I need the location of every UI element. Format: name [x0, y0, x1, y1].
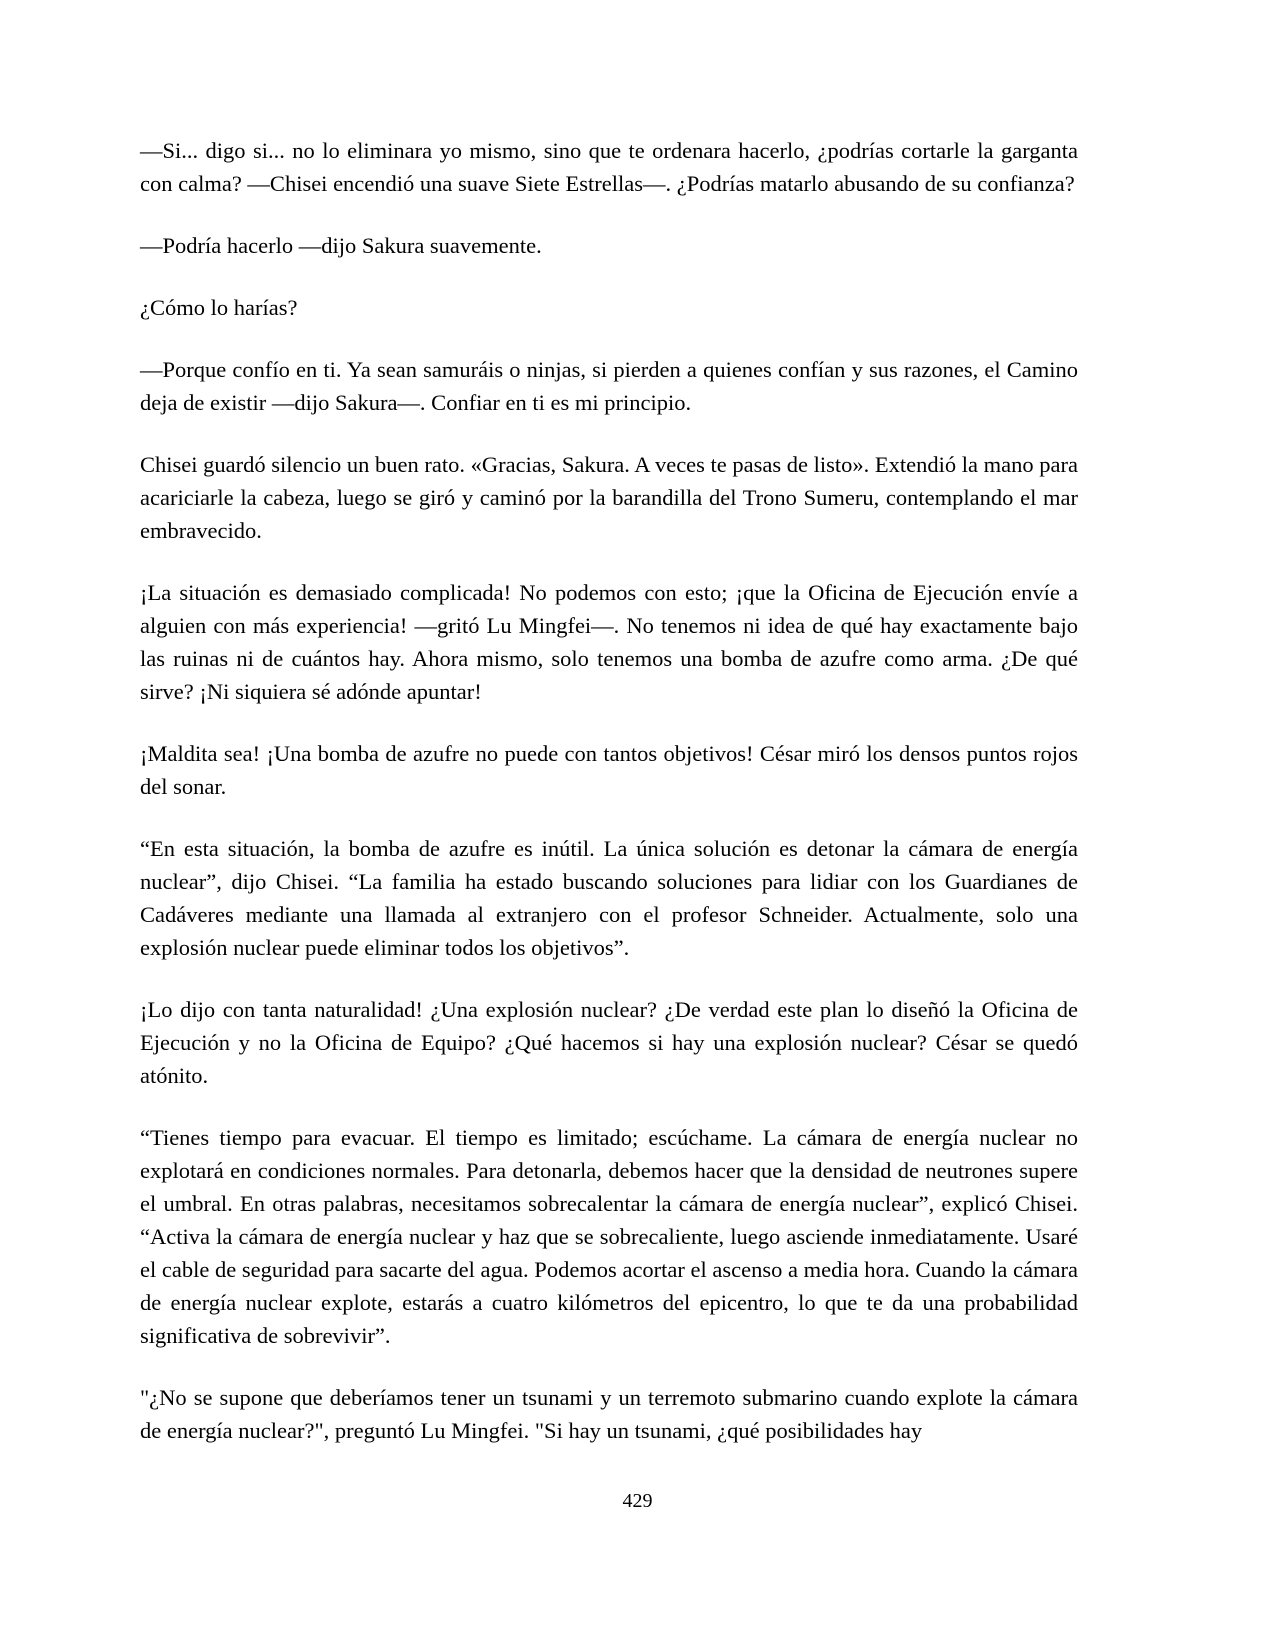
paragraph: "¿No se supone que deberíamos tener un tsunami y un terremoto submarino cuando explote la cámara de energía nuclear?", preguntó Lu Mingfei. "Si hay un tsunami, ¿qué posibilidades hay [140, 1385, 1078, 1443]
paragraph: —Podría hacerlo —dijo Sakura suavemente. [140, 233, 542, 258]
paragraph: Chisei guardó silencio un buen rato. «Gracias, Sakura. A veces te pasas de listo». Extendió la mano para acariciarle la cabeza, luego se giró y caminó por la barandilla del Trono Sumeru, contemplando el mar embravecido. [140, 452, 1078, 543]
page-number: 429 [622, 1490, 653, 1512]
paragraph: —Si... digo si... no lo eliminara yo mismo, sino que te ordenara hacerlo, ¿podrías cortarle la garganta con calma? —Chisei encendió una suave Siete Estrellas—. ¿Podrías matarlo abusando de su confianza? [140, 138, 1078, 196]
paragraph: ¿Cómo lo harías? [140, 295, 298, 320]
paragraph: —Porque confío en ti. Ya sean samuráis o ninjas, si pierden a quienes confían y sus razones, el Camino deja de existir —dijo Sakura—. Confiar en ti es mi principio. [140, 357, 1078, 415]
text-block [140, 134, 1078, 1476]
paragraph: ¡La situación es demasiado complicada! No podemos con esto; ¡que la Oficina de Ejecución envíe a alguien con más experiencia! —gritó Lu Mingfei—. No tenemos ni idea de qué hay exactamente bajo las ruinas ni de cuántos hay. Ahora mismo, solo tenemos una bomba de azufre como arma. ¿De qué sirve? ¡Ni siquiera sé adónde apuntar! [140, 580, 1078, 704]
paragraph: “En esta situación, la bomba de azufre es inútil. La única solución es detonar la cámara de energía nuclear”, dijo Chisei. “La familia ha estado buscando soluciones para lidiar con los Guardianes de Cadáveres mediante una llamada al extranjero con el profesor Schneider. Actualmente, solo una explosión nuclear puede eliminar todos los objetivos”. [140, 836, 1078, 960]
paragraph: “Tienes tiempo para evacuar. El tiempo es limitado; escúchame. La cámara de energía nuclear no explotará en condiciones normales. Para detonarla, debemos hacer que la densidad de neutrones supere el umbral. En otras palabras, necesitamos sobrecalentar la cámara de energía nuclear”, explicó Chisei. “Activa la cámara de energía nuclear y haz que se sobrecaliente, luego asciende inmediatamente. Usaré el cable de seguridad para sacarte del agua. Podemos acortar el ascenso a media hora. Cuando la cámara de energía nuclear explote, estarás a cuatro kilómetros del epicentro, lo que te da una probabilidad significativa de sobrevivir”. [140, 1125, 1078, 1348]
paragraph: ¡Maldita sea! ¡Una bomba de azufre no puede con tantos objetivos! César miró los densos puntos rojos del sonar. [140, 741, 1078, 799]
paragraph: ¡Lo dijo con tanta naturalidad! ¿Una explosión nuclear? ¿De verdad este plan lo diseñó la Oficina de Ejecución y no la Oficina de Equipo? ¿Qué hacemos si hay una explosión nuclear? César se quedó atónito. [140, 997, 1078, 1088]
